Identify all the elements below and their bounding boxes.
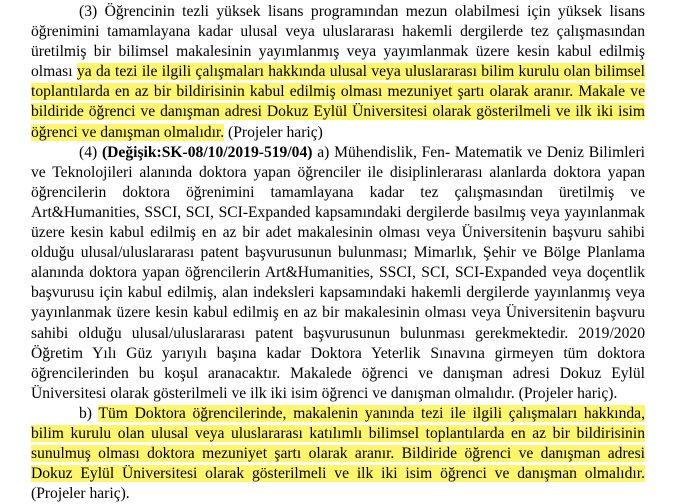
document-page — [31, 2, 645, 504]
paragraph-3-highlight: ya da tezi ile ilgili çalışmaları hakkında ulusal veya uluslararası bilim kurulu olan bilimsel toplantılarda en az bir bildirisinin kabul edilmiş olması mezuniyet şartı olarak aranır. Makale ve bildiride öğrenci ve danışman adresi Dokuz Eylül Üniversitesi olarak gösterilmeli ve ilk iki isim öğrenci ve danışman olmalıdır. — [31, 63, 645, 141]
paragraph-b — [31, 404, 645, 504]
paragraph-4-amendment: (Değişik:SK-08/10/2019-519/04) — [101, 143, 313, 161]
paragraph-b-highlight: Tüm Doktora öğrencilerinde, makalenin yanında tezi ile ilgili çalışmaları hakkında, bilim kurulu olan ulusal veya uluslararası katılımlı bilimsel toplantılarda en az bir bildirisinin sunulmuş olması doktora mezuniyet şartı olarak aranır. Bildiride öğrenci ve danışman adresi Dokuz Eylül Üniversitesi olarak gösterilmeli ve ilk iki isim öğrenci ve danışman olmalıdır. — [31, 404, 645, 483]
paragraph-b-note: (Projeler hariç). — [31, 485, 130, 503]
paragraph-3-note: (Projeler hariç) — [228, 123, 323, 141]
paragraph-3 — [31, 2, 645, 143]
paragraph-4 — [31, 143, 645, 404]
paragraph-3-text: (3) Öğrencinin tezli yüksek lisans programından mezun olabilmesi için yüksek lisans öğrenimini tamamlayana kadar ulusal veya uluslararası hakemli dergilerde tez çalışmasından üretilmiş bir bilimsel makalesinin yayımlanmış veya yayımlanmak üzere kesin kabul edilmiş olması — [31, 3, 645, 81]
paragraph-4-text: a) Mühendislik, Fen- Matematik ve Deniz Bilimleri ve Teknolojileri alanında doktora yapan öğrenciler ile disiplinlerarası alanlarda doktora yapan öğrencilerin doktora öğrenimini tamamlayana kadar tez çalışmasından üretilmiş ve Art&Humanities, SSCI, SCI, SCI-Expanded kapsamındaki dergilerde basılmış veya yayınlanmak üzere kesin kabul edilmiş en az bir adet makalesinin olması veya Üniversitenin başvuru sahibi olduğu ulusal/uluslararası patent başvurusunun bulunması; Mimarlık, Şehir ve Bölge Planlama alanında doktora yapan öğrencilerin Art&Humanities, SSCI, SCI, SCI-Expanded veya doçentlik başvurusu için kabul edilmiş, alan indeksleri kapsamındaki hakemli dergilerde yayınlanmış veya yayınlanmak üzere kesin kabul edilmiş en az bir makalesinin olması veya Üniversitenin başvuru sahibi olduğu ulusal/uluslararası patent başvurusunun bulunması gerekmektedir. 2019/2020 Öğretim Yılı Güz yarıyılı başına kadar Doktora Yeterlik Sınavına girmeyen tüm doktora öğrencilerinden bu koşul aranacaktır. Makalede öğrenci ve danışman adresi Dokuz Eylül Üniversitesi olarak gösterilmeli ve ilk iki isim öğrenci ve danışman olmalıdır. (Projeler hariç). — [31, 143, 646, 402]
paragraph-b-prefix: b) — [79, 404, 92, 422]
paragraph-4-number: (4) — [79, 143, 98, 161]
